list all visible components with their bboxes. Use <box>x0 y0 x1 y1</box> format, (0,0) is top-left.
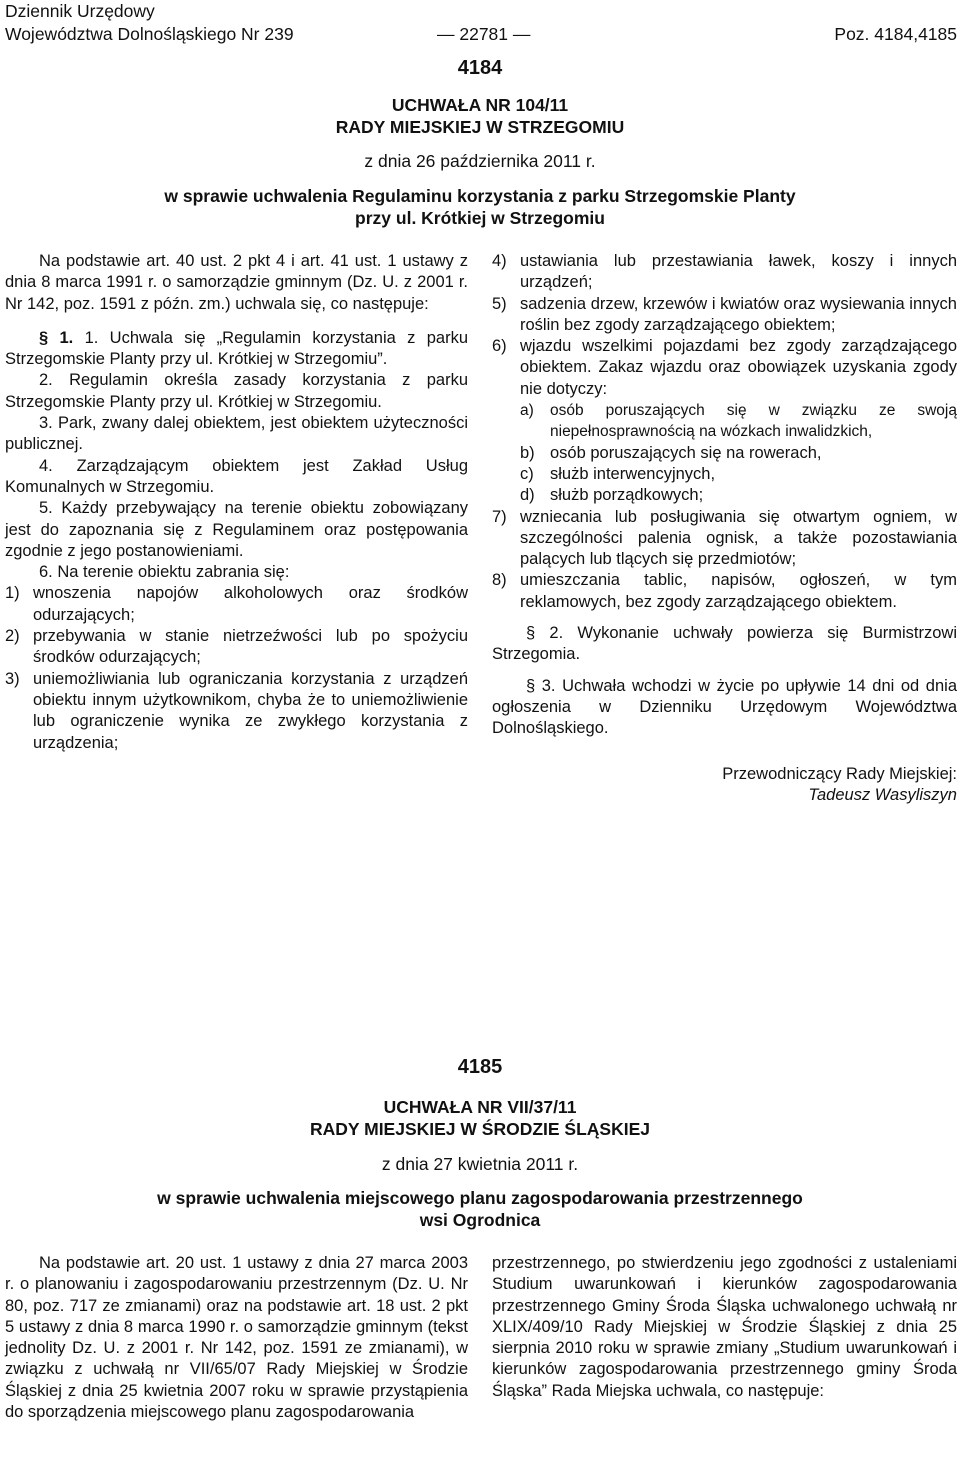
paragraph-3: 3. Park, zwany dalej obiektem, jest obiektem użyteczności publicznej. <box>5 414 468 454</box>
act-title: UCHWAŁA NR 104/11 <box>391 95 569 115</box>
sub-item: d) służb porządkowych; <box>520 486 704 505</box>
act-subject: w sprawie uchwalenia miejscowego planu zagospodarowania przestrzennego <box>157 1188 803 1208</box>
act-title: UCHWAŁA NR VII/37/11 <box>383 1097 577 1117</box>
paragraph-1 <box>5 328 468 371</box>
act-subject-cont: przy ul. Krótkiej w Strzegomiu <box>355 208 605 228</box>
act-number: 4185 <box>457 1056 503 1078</box>
right-column <box>492 251 957 806</box>
left-column <box>5 1253 468 1423</box>
right-column <box>492 1253 957 1402</box>
paragraph-6: 6. Na terenie obiektu zabrania się: <box>39 563 290 582</box>
signature-role: Przewodniczący Rady Miejskiej: <box>722 764 957 783</box>
paragraph-2: 2. Regulamin określa zasady korzystania z parku Strzegomskie Planty przy ul. Krótkiej w Strzegomiu. <box>5 371 468 411</box>
act-authority: RADY MIEJSKIEJ W STRZEGOMIU <box>335 117 625 137</box>
preamble: Na podstawie art. 40 ust. 2 pkt 4 i art. 41 ust. 1 ustawy z dnia 8 marca 1991 r. o samorządzie gminnym (Dz. U. z 2001 r. Nr 142, poz. 1591 z późn. zm.) uchwala się, co następuje: <box>5 252 468 313</box>
act-number: 4184 <box>457 57 503 79</box>
list-item: 1) wnoszenia napojów alkoholowych oraz środków odurzających; <box>5 584 468 624</box>
act-date: z dnia 27 kwietnia 2011 r. <box>381 1154 579 1174</box>
page-header <box>5 0 957 46</box>
act-authority: RADY MIEJSKIEJ W ŚRODZIE ŚLĄSKIEJ <box>309 1119 651 1139</box>
sub-item: c) służb interwencyjnych, <box>520 464 716 483</box>
preamble: Na podstawie art. 20 ust. 1 ustawy z dnia 27 marca 2003 r. o planowaniu i zagospodarowaniu przestrzennym (Dz. U. Nr 80, poz. 717 ze zmianami) oraz na podstawie art. 18 ust. 2 pkt 5 ustawy z dnia 8 marca 1990 r. o samorządzie gminnym (tekst jednolity Dz. U. z 2001 r. Nr 142, poz. 1591 ze zmianami), w związku z uchwałą nr VII/65/07 Rady Miejskiej w Środzie Śląskiej z dnia 25 kwietnia 2007 roku w sprawie przystąpienia do sporządzenia miejscowego planu zagospodarowania <box>5 1254 468 1422</box>
sub-item: a) osób poruszających się w związku ze swoją niepełnosprawnością na wózkach inwalidzkich, <box>520 402 957 441</box>
list-item: 8) umieszczania tablic, napisów, ogłoszeń, w tym reklamowych, bez zgody zarządzającego obiektem. <box>492 571 957 611</box>
act-date: z dnia 26 października 2011 r. <box>364 151 596 171</box>
journal-name: Dziennik Urzędowy <box>5 1 155 21</box>
list-item: 3) uniemożliwiania lub ograniczania korzystania z urządzeń obiektu innym użytkownikom, chyba że to uniemożliwienie lub ograniczenie wynika ze zwykłego korzystania z urządzenia; <box>5 669 468 752</box>
list-item: 5) sadzenia drzew, krzewów i kwiatów oraz wysiewania innych roślin bez zgody zarządzającego obiektem; <box>492 294 957 334</box>
voivodeship-issue: Województwa Dolnośląskiego Nr 239 <box>5 24 294 44</box>
list-item: 6) wjazdu wszelkimi pojazdami bez zgody zarządzającego obiektem. Zakaz wjazdu oraz obowiązek uzyskania zgody nie dotyczy: <box>492 337 957 398</box>
paragraph-text: 1. Uchwala się „Regulamin korzystania z parku Strzegomskie Planty przy ul. Krótkiej w Strzegomiu”. <box>5 328 468 369</box>
section-3: § 3. Uchwała wchodzi w życie po upływie 14 dni od dnia ogłoszenia w Dzienniku Urzędowym Województwa Dolnośląskiego. <box>492 676 957 738</box>
section-2: § 2. Wykonanie uchwały powierza się Burmistrzowi Strzegomia. <box>492 624 957 664</box>
signature-name: Tadeusz Wasyliszyn <box>808 785 957 804</box>
page-number: — 22781 — <box>437 24 531 44</box>
sub-item: b) osób poruszających się na rowerach, <box>520 443 822 462</box>
paragraph-4: 4. Zarządzającym obiektem jest Zakład Usług Komunalnych w Strzegomiu. <box>5 456 468 496</box>
paragraph-5: 5. Każdy przebywający na terenie obiektu zobowiązany jest do zapoznania się z Regulaminem oraz postępowania zgodnie z jego postanowieniami. <box>5 499 468 560</box>
act-subject: w sprawie uchwalenia Regulaminu korzystania z parku Strzegomskie Planty <box>164 186 796 206</box>
act-subject-cont: wsi Ogrodnica <box>419 1210 541 1230</box>
list-item: 2) przebywania w stanie nietrzeźwości lub po spożyciu środków odurzających; <box>5 627 468 667</box>
left-column <box>5 251 468 754</box>
section-mark: § 1. <box>39 328 74 347</box>
preamble-cont: przestrzennego, po stwierdzeniu jego zgodności z ustaleniami Studium uwarunkowań i kierunków zagospodarowania przestrzennego Gminy Środa Śląska uchwalonego uchwałą nr XLIX/409/10 Rady Miejskiej w Środzie Śląskiej z dnia 25 sierpnia 2010 roku w sprawie zmiany „Studium uwarunkowań i kierunków zagospodarowania przestrzennego gminy Środa Śląska” Rada Miejska uchwala, co następuje: <box>492 1254 957 1400</box>
position-number: Poz. 4184,4185 <box>834 24 957 44</box>
list-item: 7) wzniecania lub posługiwania się otwartym ogniem, w szczególności palenia ognisk, a także pozostawiania palących lub tlących się przedmiotów; <box>492 507 957 569</box>
list-item: 4) ustawiania lub przestawiania ławek, koszy i innych urządzeń; <box>492 252 957 292</box>
